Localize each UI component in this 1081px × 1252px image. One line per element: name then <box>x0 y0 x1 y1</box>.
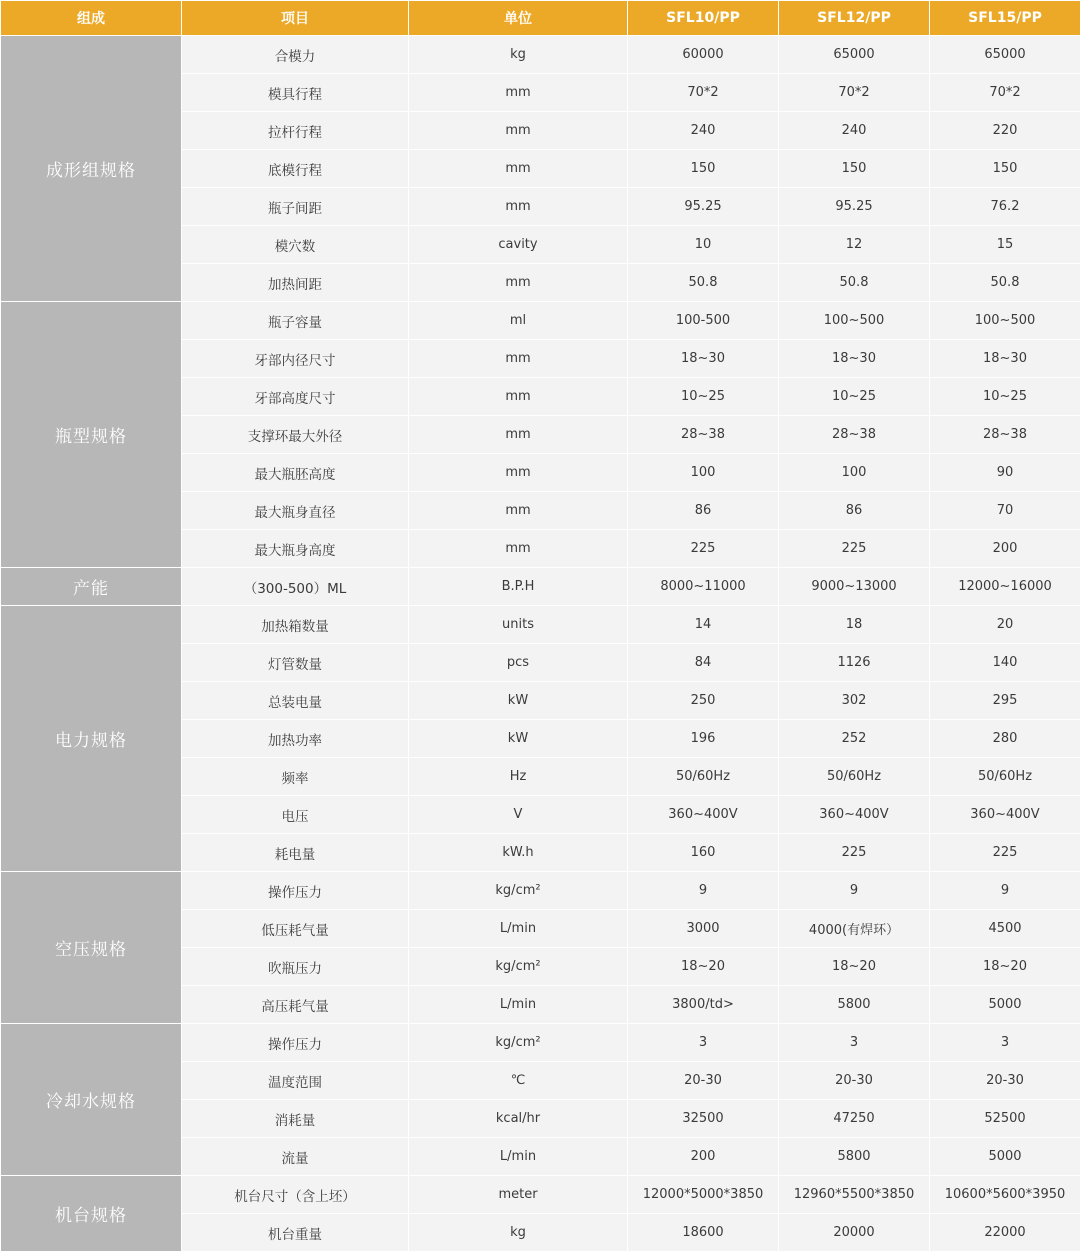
unit-cell: mm <box>409 454 628 492</box>
value-cell-model-1: 18~20 <box>628 948 779 986</box>
value-cell-model-3: 50/60Hz <box>930 758 1081 796</box>
value-cell-model-3: 76.2 <box>930 188 1081 226</box>
value-cell-model-2: 28~38 <box>779 416 930 454</box>
item-cell: 频率 <box>182 758 409 796</box>
value-cell-model-3: 18~20 <box>930 948 1081 986</box>
unit-cell: ml <box>409 302 628 340</box>
value-cell-model-2: 9 <box>779 872 930 910</box>
unit-cell: kg/cm² <box>409 1024 628 1062</box>
value-cell-model-2: 12960*5500*3850 <box>779 1176 930 1214</box>
value-cell-model-3: 65000 <box>930 36 1081 74</box>
item-cell: 瓶子容量 <box>182 302 409 340</box>
value-cell-model-3: 90 <box>930 454 1081 492</box>
table-row <box>1 302 1081 340</box>
value-cell-model-2: 360~400V <box>779 796 930 834</box>
group-cell: 成形组规格 <box>1 36 182 302</box>
value-cell-model-2: 70*2 <box>779 74 930 112</box>
header-cell-item: 项目 <box>182 1 409 36</box>
value-cell-model-1: 28~38 <box>628 416 779 454</box>
value-cell-model-3: 220 <box>930 112 1081 150</box>
unit-cell: V <box>409 796 628 834</box>
value-cell-model-1: 3 <box>628 1024 779 1062</box>
header-cell-group: 组成 <box>1 1 182 36</box>
item-cell: 最大瓶身直径 <box>182 492 409 530</box>
header-cell-model-3: SFL15/PP <box>930 1 1081 36</box>
value-cell-model-1: 8000~11000 <box>628 568 779 606</box>
value-cell-model-1: 100-500 <box>628 302 779 340</box>
value-cell-model-1: 240 <box>628 112 779 150</box>
table-row <box>1 36 1081 74</box>
unit-cell: kg <box>409 1214 628 1252</box>
group-cell: 空压规格 <box>1 872 182 1024</box>
value-cell-model-1: 10~25 <box>628 378 779 416</box>
value-cell-model-3: 200 <box>930 530 1081 568</box>
item-cell: 底模行程 <box>182 150 409 188</box>
value-cell-model-3: 18~30 <box>930 340 1081 378</box>
unit-cell: kg/cm² <box>409 948 628 986</box>
value-cell-model-1: 95.25 <box>628 188 779 226</box>
table-row <box>1 872 1081 910</box>
item-cell: 总装电量 <box>182 682 409 720</box>
value-cell-model-1: 200 <box>628 1138 779 1176</box>
item-cell: 消耗量 <box>182 1100 409 1138</box>
unit-cell: L/min <box>409 986 628 1024</box>
group-cell: 冷却水规格 <box>1 1024 182 1176</box>
unit-cell: pcs <box>409 644 628 682</box>
value-cell-model-1: 50.8 <box>628 264 779 302</box>
value-cell-model-1: 70*2 <box>628 74 779 112</box>
value-cell-model-2: 9000~13000 <box>779 568 930 606</box>
value-cell-model-3: 280 <box>930 720 1081 758</box>
value-cell-model-2: 95.25 <box>779 188 930 226</box>
unit-cell: L/min <box>409 1138 628 1176</box>
value-cell-model-1: 14 <box>628 606 779 644</box>
unit-cell: mm <box>409 74 628 112</box>
unit-cell: L/min <box>409 910 628 948</box>
value-cell-model-1: 32500 <box>628 1100 779 1138</box>
value-cell-model-3: 360~400V <box>930 796 1081 834</box>
value-cell-model-2: 3 <box>779 1024 930 1062</box>
item-cell: 电压 <box>182 796 409 834</box>
value-cell-model-1: 225 <box>628 530 779 568</box>
value-cell-model-2: 18~30 <box>779 340 930 378</box>
value-cell-model-3: 100~500 <box>930 302 1081 340</box>
unit-cell: mm <box>409 340 628 378</box>
unit-cell: kW.h <box>409 834 628 872</box>
value-cell-model-2: 47250 <box>779 1100 930 1138</box>
value-cell-model-2: 20000 <box>779 1214 930 1252</box>
item-cell: 最大瓶胚高度 <box>182 454 409 492</box>
unit-cell: mm <box>409 378 628 416</box>
value-cell-model-1: 160 <box>628 834 779 872</box>
value-cell-model-2: 225 <box>779 530 930 568</box>
unit-cell: Hz <box>409 758 628 796</box>
table-row <box>1 606 1081 644</box>
value-cell-model-2: 240 <box>779 112 930 150</box>
value-cell-model-1: 100 <box>628 454 779 492</box>
value-cell-model-2: 50/60Hz <box>779 758 930 796</box>
item-cell: 机台尺寸（含上坯） <box>182 1176 409 1214</box>
value-cell-model-3: 4500 <box>930 910 1081 948</box>
value-cell-model-1: 360~400V <box>628 796 779 834</box>
unit-cell: mm <box>409 264 628 302</box>
table-row <box>1 568 1081 606</box>
value-cell-model-2: 50.8 <box>779 264 930 302</box>
item-cell: 支撑环最大外径 <box>182 416 409 454</box>
value-cell-model-3: 5000 <box>930 1138 1081 1176</box>
header-cell-model-2: SFL12/PP <box>779 1 930 36</box>
unit-cell: mm <box>409 492 628 530</box>
header-row <box>1 1 1081 36</box>
item-cell: 操作压力 <box>182 1024 409 1062</box>
item-cell: 加热间距 <box>182 264 409 302</box>
value-cell-model-1: 84 <box>628 644 779 682</box>
item-cell: （300-500）ML <box>182 568 409 606</box>
unit-cell: kcal/hr <box>409 1100 628 1138</box>
value-cell-model-1: 86 <box>628 492 779 530</box>
unit-cell: mm <box>409 188 628 226</box>
unit-cell: meter <box>409 1176 628 1214</box>
value-cell-model-2: 4000(有焊环） <box>779 910 930 948</box>
value-cell-model-1: 10 <box>628 226 779 264</box>
value-cell-model-3: 10600*5600*3950 <box>930 1176 1081 1214</box>
value-cell-model-2: 5800 <box>779 1138 930 1176</box>
unit-cell: ℃ <box>409 1062 628 1100</box>
value-cell-model-3: 150 <box>930 150 1081 188</box>
item-cell: 加热功率 <box>182 720 409 758</box>
table-body <box>1 36 1081 1252</box>
item-cell: 机台重量 <box>182 1214 409 1252</box>
unit-cell: mm <box>409 530 628 568</box>
value-cell-model-1: 9 <box>628 872 779 910</box>
value-cell-model-3: 28~38 <box>930 416 1081 454</box>
value-cell-model-1: 3800/td> <box>628 986 779 1024</box>
value-cell-model-2: 5800 <box>779 986 930 1024</box>
item-cell: 吹瓶压力 <box>182 948 409 986</box>
item-cell: 加热箱数量 <box>182 606 409 644</box>
value-cell-model-3: 22000 <box>930 1214 1081 1252</box>
value-cell-model-2: 1126 <box>779 644 930 682</box>
item-cell: 灯管数量 <box>182 644 409 682</box>
value-cell-model-2: 12 <box>779 226 930 264</box>
value-cell-model-3: 20 <box>930 606 1081 644</box>
value-cell-model-2: 100~500 <box>779 302 930 340</box>
value-cell-model-3: 20-30 <box>930 1062 1081 1100</box>
value-cell-model-1: 12000*5000*3850 <box>628 1176 779 1214</box>
value-cell-model-2: 18 <box>779 606 930 644</box>
value-cell-model-3: 3 <box>930 1024 1081 1062</box>
group-cell: 机台规格 <box>1 1176 182 1252</box>
value-cell-model-3: 15 <box>930 226 1081 264</box>
item-cell: 温度范围 <box>182 1062 409 1100</box>
value-cell-model-2: 65000 <box>779 36 930 74</box>
item-cell: 拉杆行程 <box>182 112 409 150</box>
value-cell-model-1: 196 <box>628 720 779 758</box>
value-cell-model-2: 86 <box>779 492 930 530</box>
group-cell: 电力规格 <box>1 606 182 872</box>
item-cell: 牙部高度尺寸 <box>182 378 409 416</box>
item-cell: 操作压力 <box>182 872 409 910</box>
value-cell-model-2: 150 <box>779 150 930 188</box>
unit-cell: kW <box>409 682 628 720</box>
item-cell: 瓶子间距 <box>182 188 409 226</box>
value-cell-model-1: 150 <box>628 150 779 188</box>
group-cell: 产能 <box>1 568 182 606</box>
value-cell-model-3: 50.8 <box>930 264 1081 302</box>
unit-cell: mm <box>409 150 628 188</box>
value-cell-model-1: 20-30 <box>628 1062 779 1100</box>
value-cell-model-2: 302 <box>779 682 930 720</box>
value-cell-model-2: 100 <box>779 454 930 492</box>
value-cell-model-1: 250 <box>628 682 779 720</box>
unit-cell: cavity <box>409 226 628 264</box>
value-cell-model-2: 10~25 <box>779 378 930 416</box>
value-cell-model-1: 60000 <box>628 36 779 74</box>
value-cell-model-1: 18~30 <box>628 340 779 378</box>
item-cell: 模具行程 <box>182 74 409 112</box>
value-cell-model-3: 10~25 <box>930 378 1081 416</box>
value-cell-model-2: 252 <box>779 720 930 758</box>
item-cell: 高压耗气量 <box>182 986 409 1024</box>
item-cell: 流量 <box>182 1138 409 1176</box>
item-cell: 牙部内径尺寸 <box>182 340 409 378</box>
value-cell-model-2: 20-30 <box>779 1062 930 1100</box>
group-cell: 瓶型规格 <box>1 302 182 568</box>
unit-cell: kg/cm² <box>409 872 628 910</box>
value-cell-model-3: 5000 <box>930 986 1081 1024</box>
item-cell: 低压耗气量 <box>182 910 409 948</box>
value-cell-model-1: 3000 <box>628 910 779 948</box>
value-cell-model-3: 295 <box>930 682 1081 720</box>
table-row <box>1 1024 1081 1062</box>
unit-cell: B.P.H <box>409 568 628 606</box>
table-header <box>1 1 1081 36</box>
unit-cell: mm <box>409 112 628 150</box>
value-cell-model-1: 50/60Hz <box>628 758 779 796</box>
table-row <box>1 1176 1081 1214</box>
unit-cell: units <box>409 606 628 644</box>
value-cell-model-1: 18600 <box>628 1214 779 1252</box>
value-cell-model-3: 140 <box>930 644 1081 682</box>
item-cell: 合模力 <box>182 36 409 74</box>
value-cell-model-3: 12000~16000 <box>930 568 1081 606</box>
item-cell: 耗电量 <box>182 834 409 872</box>
header-cell-model-1: SFL10/PP <box>628 1 779 36</box>
unit-cell: kg <box>409 36 628 74</box>
item-cell: 模穴数 <box>182 226 409 264</box>
value-cell-model-3: 225 <box>930 834 1081 872</box>
item-cell: 最大瓶身高度 <box>182 530 409 568</box>
value-cell-model-3: 9 <box>930 872 1081 910</box>
value-cell-model-3: 70*2 <box>930 74 1081 112</box>
value-cell-model-2: 225 <box>779 834 930 872</box>
header-cell-unit: 单位 <box>409 1 628 36</box>
value-cell-model-2: 18~20 <box>779 948 930 986</box>
value-cell-model-3: 52500 <box>930 1100 1081 1138</box>
value-cell-model-3: 70 <box>930 492 1081 530</box>
unit-cell: kW <box>409 720 628 758</box>
unit-cell: mm <box>409 416 628 454</box>
